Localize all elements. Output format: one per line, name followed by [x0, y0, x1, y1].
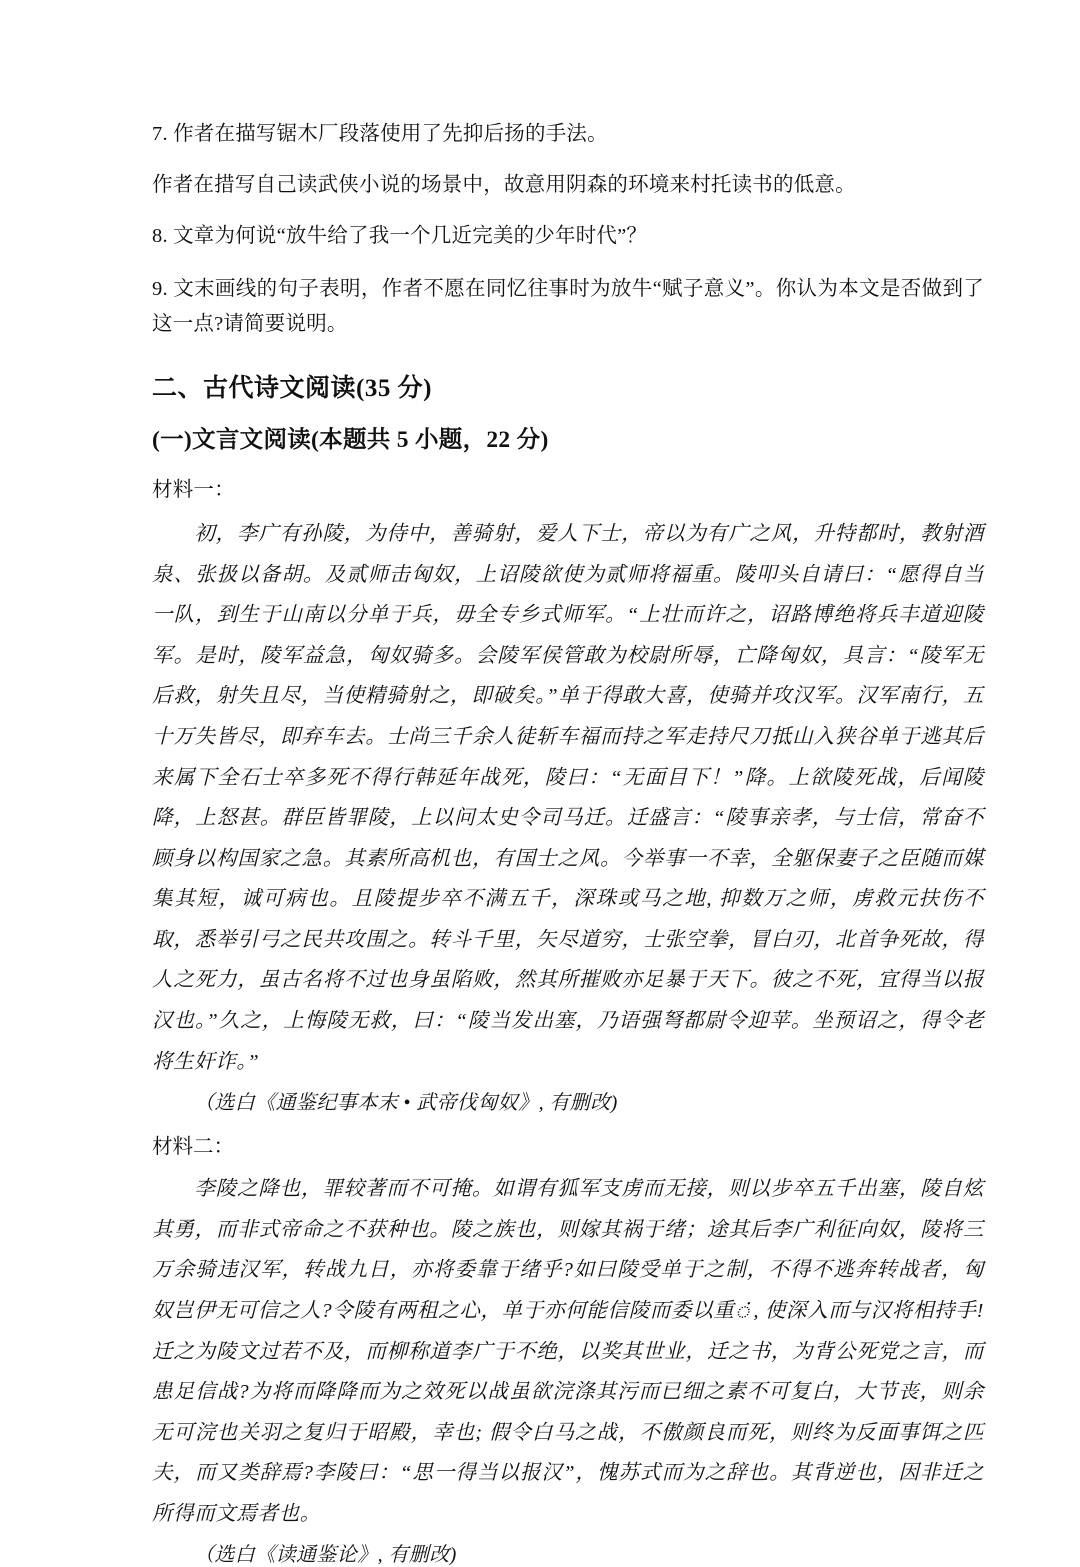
material-one-label: 材料一： — [152, 479, 235, 502]
subsection-title: (一)文言文阅读(本题共 5 小题，22 分) — [152, 427, 549, 454]
material-two-body: 李陵之降也，罪较著而不可掩。如谓有狐军支虏而无接，则以步卒五千出塞，陵自炫其勇，而非式帝命之不获种也。陵之族也，则嫁其祸于绪；途其后李广利征向奴，陵将三万余骑违汉军，转战九日，亦将委靠于绪乎?如曰陵受单于之制，不得不逃奔转战者，匈奴岂伊无可信之人?令陵有两租之心，单于亦何能信陵而委以重், 使深入而与汉将相持手!迁之为陵文过若不及，而柳称道李广于不绝，以奖其世业，迁之书，为背公死党之言，而患足信战?为将而降降而为之效死以战虽欲浣涤其污而已细之素不可复白，大节丧，则余无可浣也关羽之复归于昭殿，幸也; 假令白马之战，不傲颜良而死，则终为反面事饵之匹夫，而又类辞焉?李陵曰：“思一得当以报汉”，愧苏式而为之辞也。其背逆也，因非迁之所得而文焉者也。 — [152, 1178, 984, 1525]
section-title: 二、古代诗文阅读(35 分) — [152, 375, 432, 403]
question-9: 9. 文末画线的句子表明，作者不愿在同忆往事时为放牛“赋子意义”。你认为本文是否做到了这一点?请简要说明。 — [152, 277, 984, 335]
material-two-label: 材料二： — [152, 1136, 234, 1159]
material-one-text — [152, 514, 984, 1082]
question-8: 8. 文章为何说“放牛给了我一个几近完美的少年时代”？ — [152, 225, 648, 248]
material-one-body: 初，李广有孙陵，为侍中，善骑射，爱人下士，帝以为有广之风，升特都时，教射酒泉、张扱以备胡。及贰师击匈奴，上诏陵欲使为贰师将福重。陵叩头自请曰：“愿得自当一队，到生于山南以分单于兵，毋全专乡式师军。“上壮而许之，诏路博绝将兵丰道迎陵军。是时，陵军益急，匈奴骑多。会陵军侯管敢为校尉所辱，亡降匈奴，具言：“陵军无后救，射失且尽，当使精骑射之，即破矣。”单于得敢大喜，使骑并攻汉军。汉军南行，五十万失皆尽，即弃车去。士尚三千余人徒斩车福而持之军走持尺刀抵山入狭谷单于逃其后来属下全石士卒多死不得行韩延年战死，陵曰：“无面目下！”降。上欲陵死战，后闻陵降，上怒甚。群臣皆罪陵，上以问太史令司马迁。迁盛言：“陵事亲孝，与士信，常奋不顾身以构国家之急。其素所高机也，有国士之风。今举事一不幸，全躯保妻子之臣随而媒集其短，诚可病也。且陵提步卒不满五千，深珠或马之地, 抑数万之师，虏救元扶伤不取，悉举引弓之民共攻围之。转斗千里，矢尽道穷，士张空拳，冒白刃，北首争死故，得人之死力，虽古名将不过也身虽陷败，然其所摧败亦足暴于天下。彼之不死，宜得当以报汉也。”久之，上悔陵无救，曰：“陵当发出塞，乃语强弩都尉令迎苹。坐预诏之，得令老将生奸诈。” — [152, 523, 984, 1073]
question-7-line-1: 7. 作者在描写锯木厂段落使用了先抑后扬的手法。 — [152, 123, 608, 145]
material-two-text — [152, 1169, 984, 1534]
material-two-source: （选白《读通鉴论》, 有删改) — [194, 1544, 457, 1567]
material-one-source: （选白《通鉴纪事本末 • 武帝伐匈奴》, 有删改) — [194, 1092, 618, 1115]
question-7-line-2: 作者在措写自己读武侠小说的场景中，故意用阴森的环境来村托读书的低意。 — [152, 174, 856, 197]
